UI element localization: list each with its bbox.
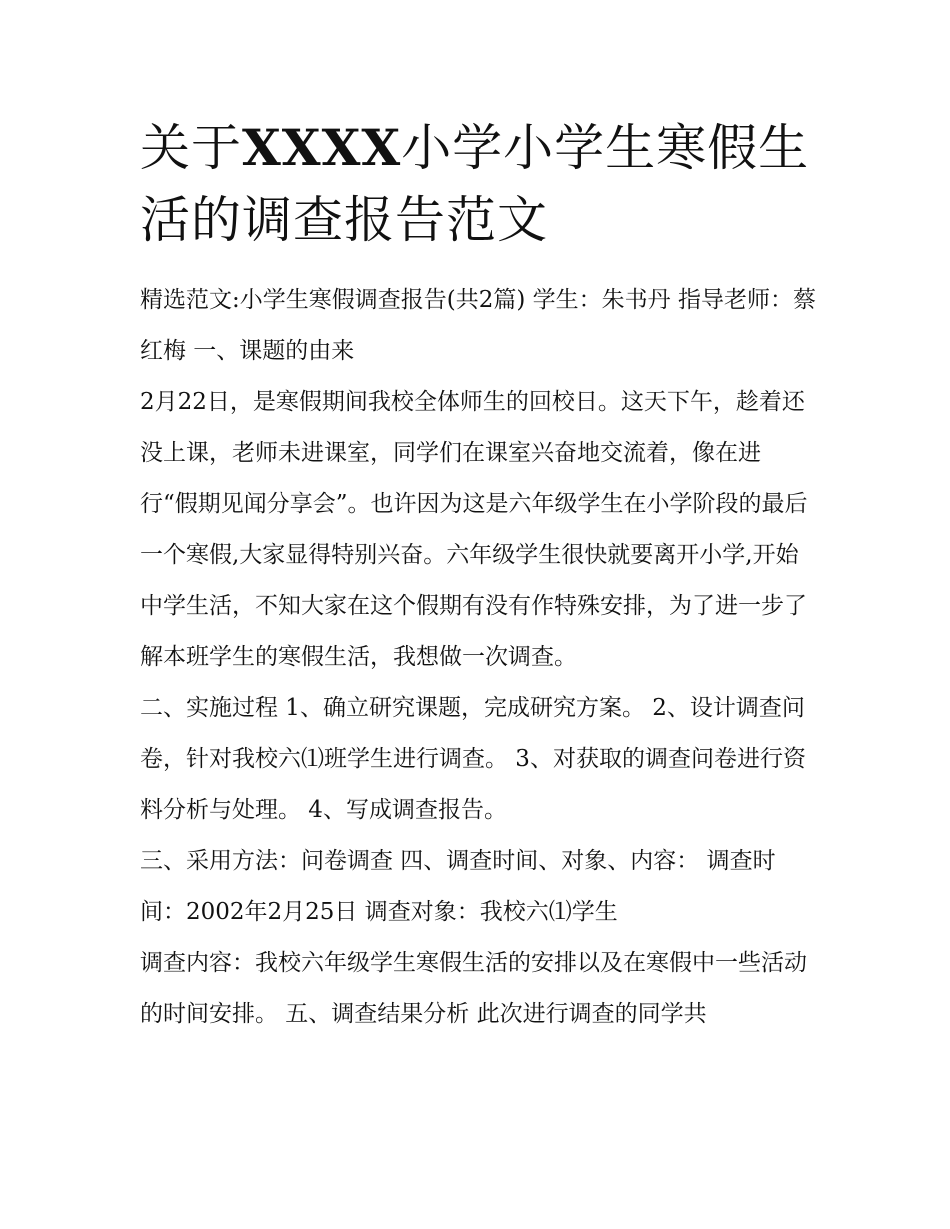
document-body: [140, 275, 816, 1040]
paragraph-intro: 精选范文:小学生寒假调查报告(共2篇) 学生：朱书丹 指导老师：蔡红梅 一、课题的由来: [140, 287, 816, 364]
paragraph-method: 三、采用方法：问卷调查 四、调查时间、对象、内容： 调查时间：2002年2月25日 调查对象：我校六⑴学生: [140, 848, 776, 925]
paragraph-process: 二、实施过程 1、确立研究课题，完成研究方案。 2、设计调查问卷，针对我校六⑴班学生进行调查。 3、对获取的调查问卷进行资料分析与处理。 4、写成调查报告。: [140, 695, 806, 823]
paragraph-background: 2月22日，是寒假期间我校全体师生的回校日。这天下午，趁着还没上课，老师未进课室，同学们在课室兴奋地交流着，像在进行“假期见闻分享会”。也许因为这是六年级学生在小学阶段的最后一个寒假,大家显得特别兴奋。六年级学生很快就要离开小学,开始中学生活，不知大家在这个假期有没有作特殊安排，为了进一步了解本班学生的寒假生活，我想做一次调查。: [140, 389, 808, 670]
title-bold-school-name: XXXX: [242, 118, 402, 177]
title-suffix: 小学小学生寒假生活的调查报告范文: [140, 119, 810, 249]
paragraph-content: 调查内容：我校六年级学生寒假生活的安排以及在寒假中一些活动的时间安排。 五、调查结果分析 此次进行调查的同学共: [140, 950, 807, 1027]
title-prefix: 关于: [140, 119, 242, 177]
document-title: [140, 112, 820, 256]
